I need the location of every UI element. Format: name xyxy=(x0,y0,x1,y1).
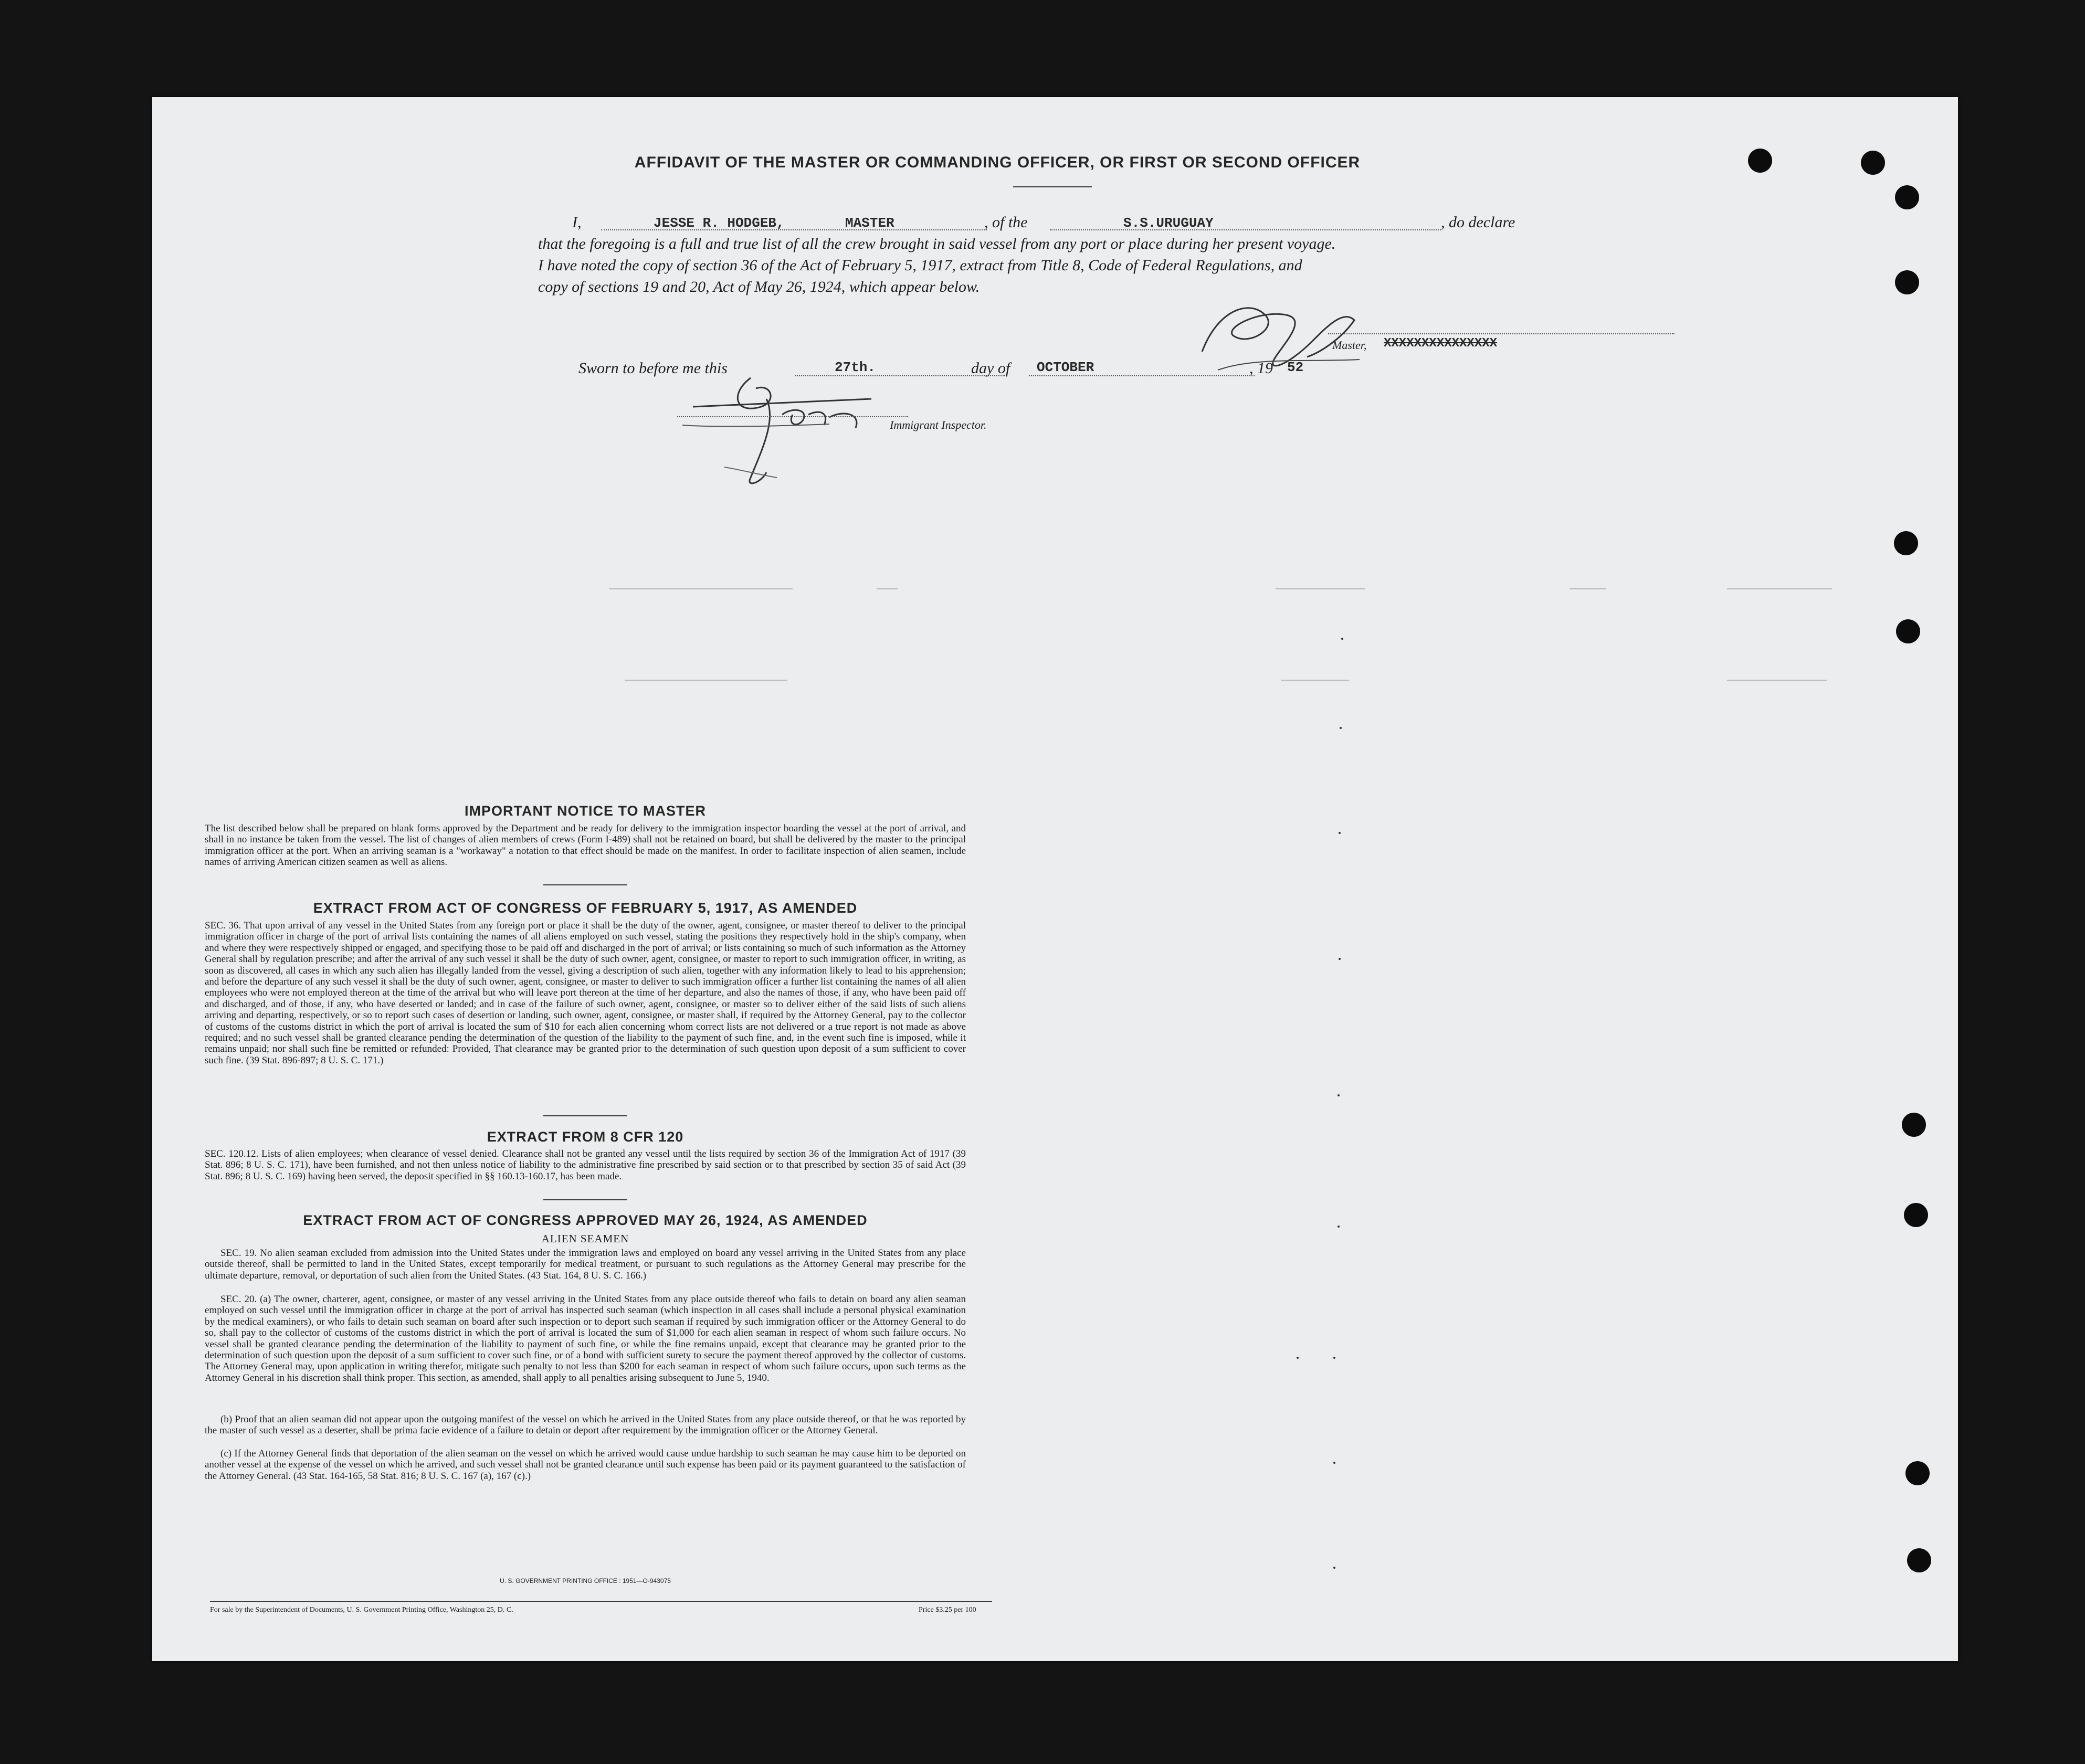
bleed-through-mark xyxy=(625,680,787,681)
bleed-through-mark xyxy=(1727,680,1827,681)
master-name: JESSE R. HODGEB, xyxy=(654,215,785,231)
speck xyxy=(1297,1357,1299,1359)
gpo-imprint: U. S. GOVERNMENT PRINTING OFFICE : 1951—O-943075 xyxy=(500,1577,671,1585)
day-of-label: day of xyxy=(971,360,1010,377)
speck xyxy=(1333,1462,1335,1464)
bleed-through-mark xyxy=(1281,680,1349,681)
act-1924-title: EXTRACT FROM ACT OF CONGRESS APPROVED MAY 26, 1924, AS AMENDED xyxy=(303,1212,868,1228)
sec-20b-text: (b) Proof that an alien seaman did not appear upon the outgoing manifest of the vessel on which he arrived in the United States from any place outside thereof, or that he was reported by the master of such vessel as a deserter, shall be prima facie evidence of a failure to detain or deport after requirement by the immigration officer or the Attorney General. xyxy=(205,1414,966,1436)
cfr-text: SEC. 120.12. Lists of alien employees; when clearance of vessel denied. Clearance shall not be granted any vessel until the lists required by section 36 of the Immigration Act of 1917 (39 Stat. 896; 8 U. S. C. 171), have been furnished, and not then unless notice of liability to the administrative fine prescribed by said section or to that prescribed by section 35 of said Act (39 Stat. 896; 8 U. S. C. 169) having been served, the deposit specified in §§ 160.13-160.17, has been made. xyxy=(205,1148,966,1182)
word-i: I, xyxy=(572,214,582,231)
sec-19-text: SEC. 19. No alien seaman excluded from admission into the United States under the immigration laws and employed on board any vessel arriving in the United States from any place outside thereof, shall be permitted to land in the United States, except temporarily for medical treatment, or pursuant to such regulations as the Attorney General may prescribe for the ultimate departure, removal, or deportation of such alien from the United States. (43 Stat. 164, 8 U. S. C. 166.) xyxy=(205,1248,966,1281)
notice-text: The list described below shall be prepared on blank forms approved by the Department and be ready for delivery to the immigration inspector boarding the vessel at the port of arrival, and shall in no instance be taken from the vessel. The list of changes of alien members of crews (Form I-489) shall not be retained on board, but shall be delivered by the master to the principal immigration officer at the port. When an arriving seaman is a "workaway" a notation to that effect should be made on the manifest. In order to facilitate inspection of alien seamen, include names of arriving American citizen seamen as well as aliens. xyxy=(205,823,966,868)
month-line xyxy=(1029,375,1255,376)
cfr-title: EXTRACT FROM 8 CFR 120 xyxy=(487,1129,684,1145)
form-page xyxy=(152,97,1958,1661)
divider xyxy=(543,1115,627,1116)
master-role: MASTER xyxy=(845,215,894,231)
speck xyxy=(1333,1567,1335,1569)
bleed-through-mark xyxy=(877,588,898,589)
sec-20c-text: (c) If the Attorney General finds that deportation of the alien seaman on the vessel on which he arrived would cause undue hardship to such seaman he may cause him to be deported on another vessel at the expense of the vessel on which he arrived, and such vessel shall not be granted clearance until such expense has been paid or its payment guaranteed to the satisfaction of the Attorney General. (43 Stat. 164-165, 58 Stat. 816; 8 U. S. C. 167 (a), 167 (c).) xyxy=(205,1448,966,1482)
binder-hole xyxy=(1895,270,1919,294)
sec-20a-text: SEC. 20. (a) The owner, charterer, agent, consignee, or master of any vessel arriving in the United States from any place outside thereof who fails to detain on board any alien seaman employed on such vessel until the immigration officer in charge at the port of arrival has inspected such seaman (which inspection in all cases shall include a personal physical examination by the medical examiners), or who fails to detain such seaman on board after such inspection or to deport such seaman if required by such immigration officer or the Attorney General to do so, shall pay to the collector of customs of the customs district in which the port of arrival is located the sum of $1,000 for each alien seaman in respect of whom such failure occurs. No vessel shall be granted clearance pending the determination of the liability to payment of such fine, or while the fine remains unpaid, except that clearance may be granted prior to the determination of such question upon the deposit of a sum sufficient to cover such fine, or of a bond with sufficient surety to secure the payment thereof approved by the collector of customs. The Attorney General may, upon application in writing therefor, mitigate such penalty to not less than $200 for each seaman in respect of whom such failure occurs, upon such terms as the Attorney General in his discretion shall think proper. This section, as amended, shall apply to all penalties arising subsequent to June 5, 1940. xyxy=(205,1294,966,1383)
sworn-label: Sworn to before me this xyxy=(578,360,728,377)
speck xyxy=(1333,1357,1335,1359)
divider xyxy=(543,884,627,885)
act-1917-title: EXTRACT FROM ACT OF CONGRESS OF FEBRUARY 5, 1917, AS AMENDED xyxy=(313,900,858,916)
binder-hole xyxy=(1861,151,1885,175)
sworn-year: 52 xyxy=(1287,360,1304,375)
binder-hole xyxy=(1902,1113,1926,1137)
footer-rule xyxy=(210,1601,992,1602)
speck xyxy=(1338,1226,1340,1228)
binder-hole xyxy=(1904,1203,1928,1227)
price-note: Price $3.25 per 100 xyxy=(919,1606,976,1614)
speck xyxy=(1338,1094,1340,1096)
sworn-day: 27th. xyxy=(835,360,876,375)
of-the-label: , of the xyxy=(984,214,1028,231)
affidavit-line-2: that the foregoing is a full and true list of all the crew brought in said vessel from any port or place during her present voyage. xyxy=(538,235,1336,252)
vessel-name: S.S.URUGUAY xyxy=(1123,215,1214,231)
do-declare-label: , do declare xyxy=(1441,214,1515,231)
act-1924-subtitle: ALIEN SEAMEN xyxy=(541,1232,629,1245)
binder-hole xyxy=(1905,1461,1930,1485)
binder-hole xyxy=(1907,1548,1931,1572)
notice-title: IMPORTANT NOTICE TO MASTER xyxy=(465,803,706,819)
act-1917-text: SEC. 36. That upon arrival of any vessel in the United States from any foreign port or place it shall be the duty of the owner, agent, consignee, or master thereof to deliver to the principal immigration officer in charge of the port of arrival lists containing the names of all aliens employed on such vessel, stating the positions they respectively hold in the ship's company, when and where they were respectively shipped or engaged, and specifying those to be paid off and discharged in the port of arrival; or lists containing so much of such information as the Attorney General shall by regulation prescribe; and after the arrival of any such vessel it shall be the duty of such owner, agent, consignee, or master to report to such immigration officer, in writing, as soon as discovered, all cases in which any such alien has illegally landed from the vessel, giving a description of such alien, together with any information likely to lead to his apprehension; and before the departure of any such vessel it shall be the duty of such owner, agent, consignee, or master to deliver to such immigration officer a further list containing the names of all alien employees who were not employed thereon at the time of the arrival but who will leave port thereon at the time of her departure, and also the names of those, if any, who have been paid off and discharged, and of those, if any, who have deserted or landed; and in case of the failure of such owner, agent, consignee, or master so to deliver either of the said lists of such aliens arriving and departing, respectively, or so to report such cases of desertion or landing, such owner, agent, consignee, or master shall, if required by the Attorney General, pay to the collector of customs of the customs district in which the port of arrival is located the sum of $10 for each alien concerning whom correct lists are not delivered or a true report is not made as above required; and no such vessel shall be granted clearance pending the determination of the question of the liability to the payment of such fine, and, in the event such fine is imposed, while it remains unpaid; nor shall such fine be remitted or refunded: Provided, That clearance may be granted prior to the determination of such question upon deposit of a sum sufficient to cover such fine. (39 Stat. 896-897; 8 U. S. C. 171.) xyxy=(205,920,966,1066)
binder-hole xyxy=(1894,531,1918,555)
bleed-through-mark xyxy=(609,588,793,589)
for-sale-note: For sale by the Superintendent of Documents, U. S. Government Printing Office, Washington 25, D. C. xyxy=(210,1606,513,1614)
divider xyxy=(543,1199,627,1200)
affidavit-line-3: I have noted the copy of section 36 of the Act of February 5, 1917, extract from Title 8, Code of Federal Regulations, and xyxy=(538,257,1302,274)
speck xyxy=(1341,638,1343,640)
inspector-caption: Immigrant Inspector. xyxy=(890,418,987,431)
binder-hole xyxy=(1895,185,1919,209)
binder-hole xyxy=(1748,149,1772,173)
master-struck-title: XXXXXXXXXXXXXXX xyxy=(1384,336,1498,351)
affidavit-title: AFFIDAVIT OF THE MASTER OR COMMANDING OFFICER, OR FIRST OR SECOND OFFICER xyxy=(634,154,1361,171)
vessel-line xyxy=(1050,229,1441,230)
bleed-through-mark xyxy=(1570,588,1606,589)
inspector-signature-line xyxy=(677,416,908,417)
bleed-through-mark xyxy=(1727,588,1832,589)
year-prefix: , 19 xyxy=(1249,360,1273,377)
sworn-month: OCTOBER xyxy=(1037,360,1094,375)
binder-hole xyxy=(1896,619,1920,643)
title-rule xyxy=(1013,186,1092,187)
bleed-through-mark xyxy=(1276,588,1365,589)
speck xyxy=(1340,727,1342,729)
affidavit-line-4: copy of sections 19 and 20, Act of May 26, 1924, which appear below. xyxy=(538,278,980,295)
speck xyxy=(1339,958,1341,960)
master-caption: Master, xyxy=(1332,339,1367,352)
speck xyxy=(1339,832,1341,834)
